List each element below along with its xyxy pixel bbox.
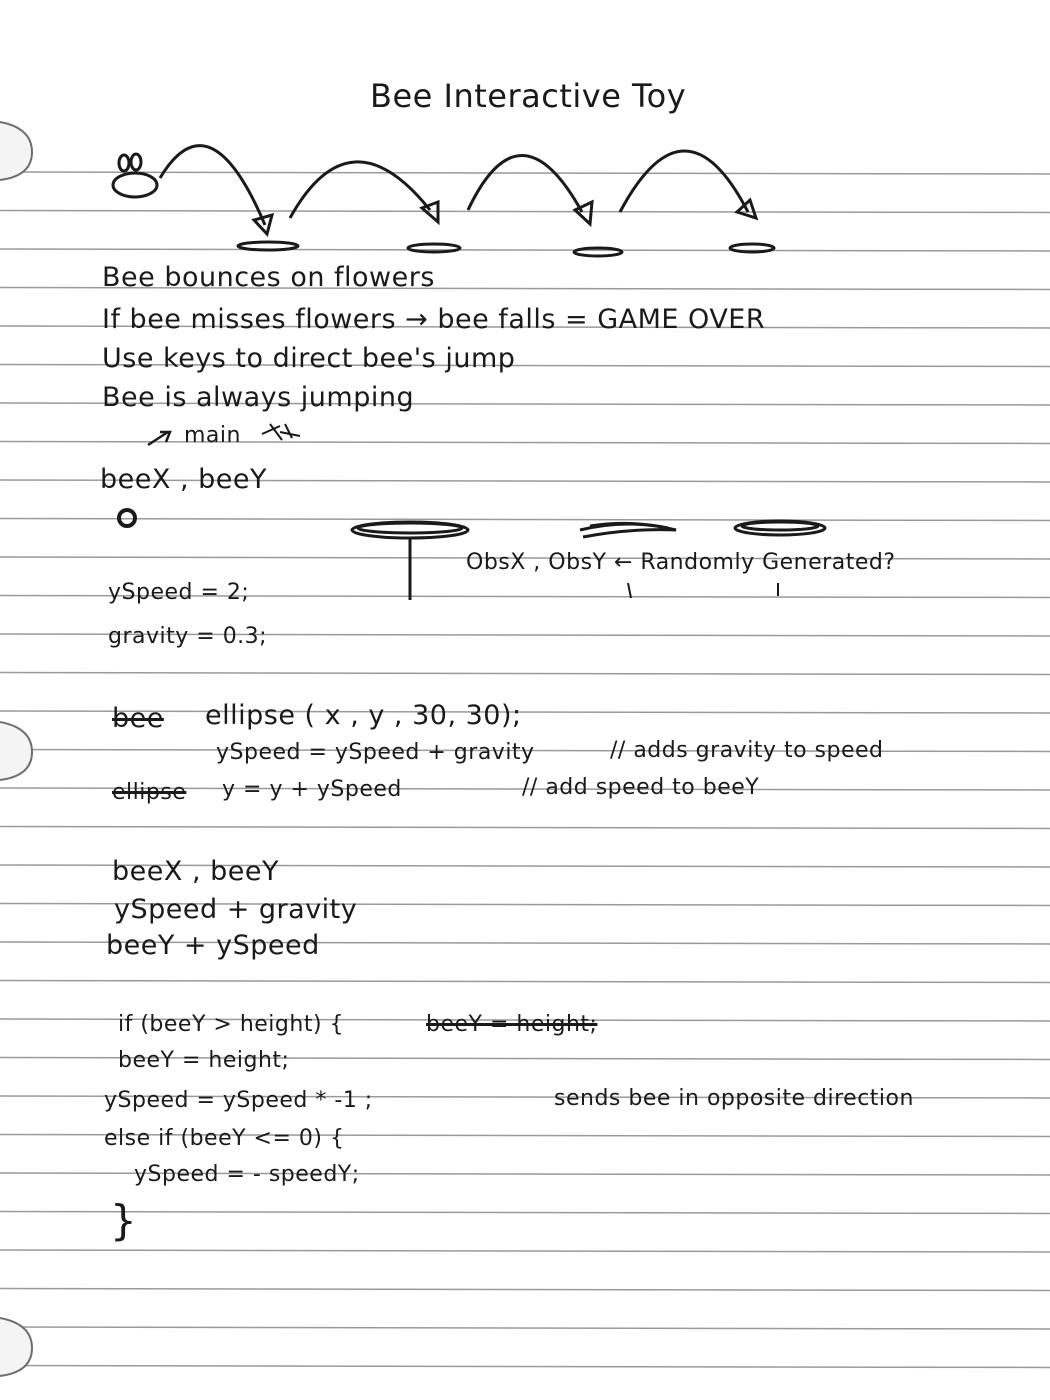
text-line-jumping: Bee is always jumping — [102, 382, 415, 413]
ruled-line — [0, 827, 1050, 829]
ruled-line — [0, 1327, 1050, 1329]
jump-arc-diagram — [160, 146, 748, 225]
text-line-miss: If bee misses flowers → bee falls = GAME OVER — [102, 304, 766, 335]
ruled-line — [0, 981, 1050, 983]
summary-beey-speed: beeY + ySpeed — [106, 930, 320, 961]
comment-gravity: // adds gravity to speed — [610, 738, 884, 763]
obstacle-flower-1 — [352, 522, 468, 600]
text-line-bounce: Bee bounces on flowers — [102, 262, 435, 293]
code-yspeed-invert: ySpeed = ySpeed * -1 ; — [104, 1088, 373, 1113]
annotation-main: main — [184, 423, 241, 448]
closing-brace: } — [110, 1196, 138, 1245]
summary-speed-gravity: ySpeed + gravity — [114, 894, 358, 925]
crossed-out-bee: bee — [112, 703, 164, 734]
comment-speed: // add speed to beeY — [522, 775, 760, 800]
ruled-line — [0, 1366, 1050, 1368]
text-line-keys: Use keys to direct bee's jump — [102, 343, 516, 374]
summary-bee-coords: beeX , beeY — [112, 856, 279, 887]
bee-coordinates-label: beeX , beeY — [100, 464, 267, 495]
arrow-heads — [254, 200, 756, 234]
ruled-line — [0, 1212, 1050, 1214]
crossed-out-assignment: beeY = height; — [426, 1012, 598, 1037]
gravity-initial: gravity = 0.3; — [108, 624, 268, 649]
code-if-condition: if (beeY > height) { — [118, 1012, 345, 1037]
bee-doodle — [113, 154, 157, 197]
bee-scribble-icon — [262, 424, 300, 440]
ruled-line — [0, 442, 1050, 444]
main-arrow-icon — [148, 432, 170, 445]
ruled-line — [0, 1289, 1050, 1291]
ruled-line — [0, 172, 1050, 174]
ruled-line — [0, 1250, 1050, 1252]
code-else-if: else if (beeY <= 0) { — [104, 1126, 345, 1151]
code-yspeed-gravity: ySpeed = ySpeed + gravity — [216, 740, 535, 765]
obstacle-coordinates-label: ObsX , ObsY ← Randomly Generated? — [466, 550, 896, 575]
ruled-line — [0, 249, 1050, 251]
obstacle-flower-2 — [580, 523, 676, 537]
ruled-line — [0, 519, 1050, 521]
binder-holes — [0, 122, 32, 1376]
comment-opposite-direction: sends bee in opposite direction — [554, 1086, 914, 1111]
yspeed-initial: ySpeed = 2; — [108, 580, 250, 605]
crossed-out-ellipse: ellipse — [112, 780, 187, 805]
code-yspeed-negate: ySpeed = - speedY; — [134, 1162, 360, 1187]
code-beey-height: beeY = height; — [118, 1048, 290, 1073]
obs-tick-marks — [628, 583, 778, 598]
page-title: Bee Interactive Toy — [370, 77, 687, 115]
ruled-line — [0, 211, 1050, 213]
obstacle-flower-3 — [735, 521, 825, 535]
code-y-update: y = y + ySpeed — [222, 777, 402, 802]
ruled-line — [0, 673, 1050, 675]
code-ellipse: ellipse ( x , y , 30, 30); — [205, 700, 522, 731]
